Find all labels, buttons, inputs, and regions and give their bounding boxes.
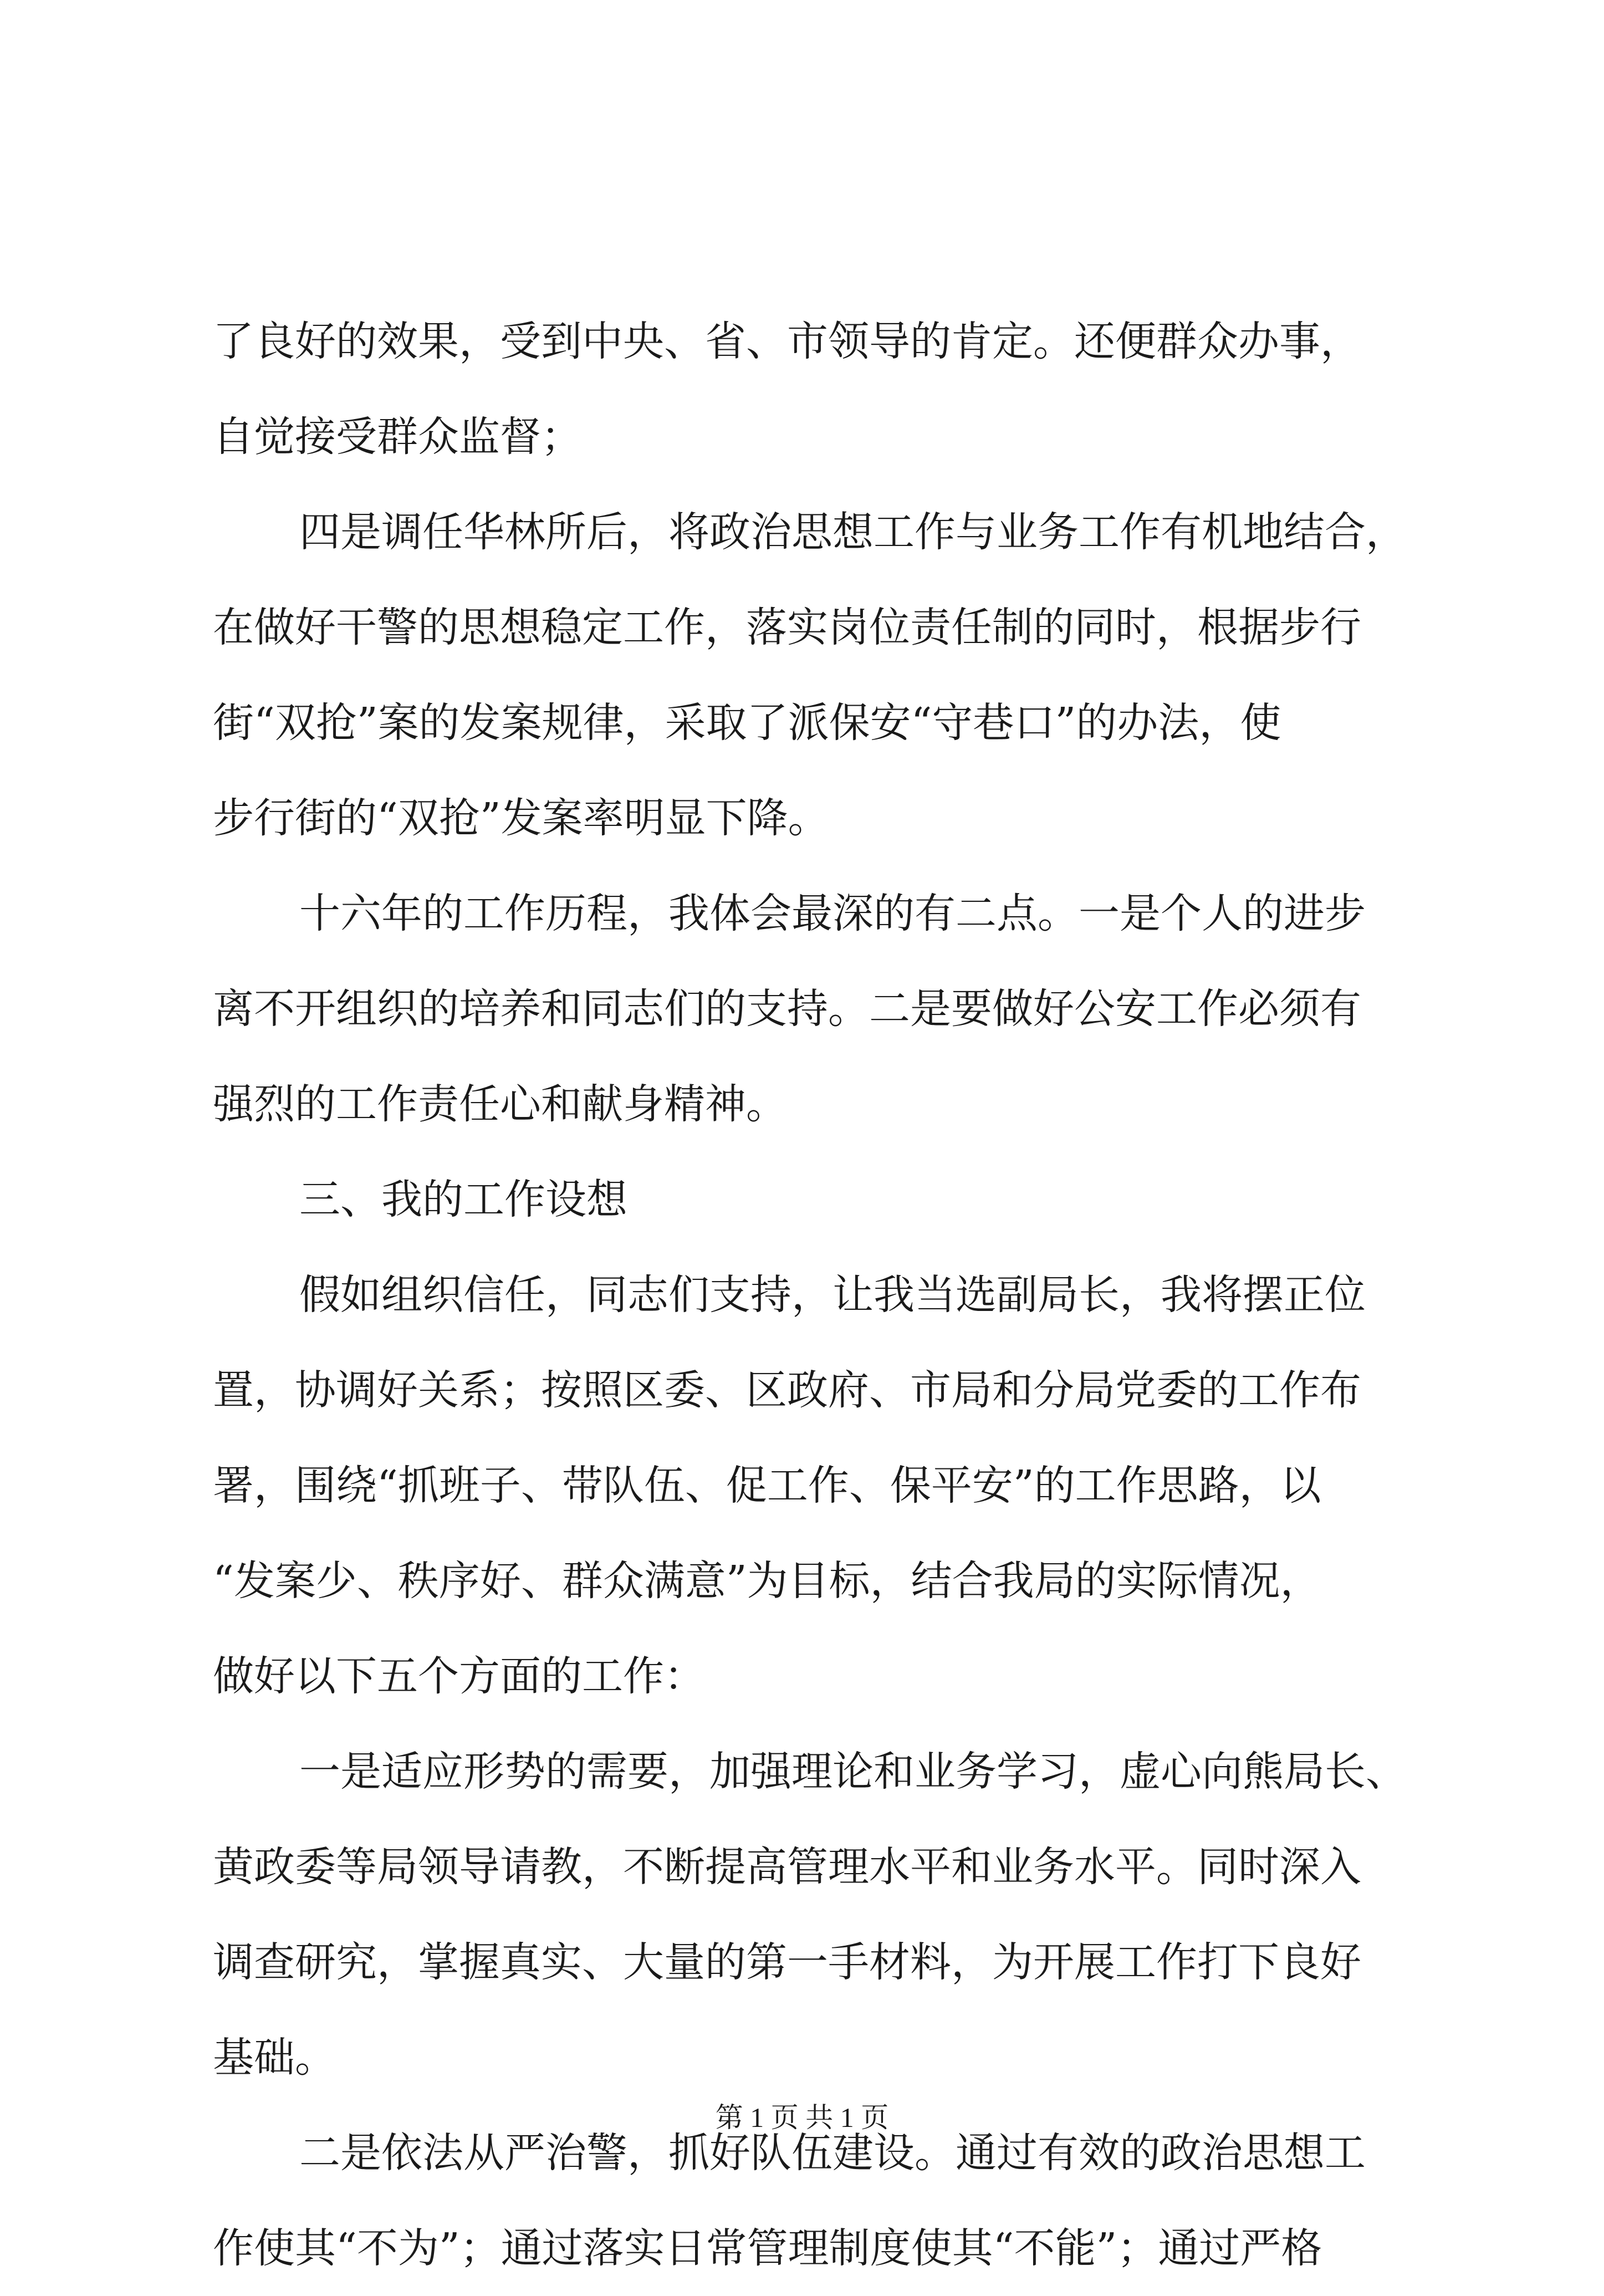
page-footer: 第 1 页 共 1 页 [715,2102,889,2133]
text-line: 作使其“不为”；通过落实日常管理制度使其“不能”；通过严格 [213,2224,1322,2272]
text-line: 基础。 [213,2034,336,2081]
text-line: 强烈的工作责任心和献身精神。 [213,1080,787,1128]
text-line: “发案少、秩序好、群众满意”为目标，结合我局的实际情况， [213,1557,1321,1605]
text-line: 一是适应形势的需要，加强理论和业务学习，虚心向熊局长、 [299,1748,1407,1795]
text-line: 离不开组织的培养和同志们的支持。二是要做好公安工作必须有 [213,985,1361,1033]
text-line: 四是调任华林所后，将政治思想工作与业务工作有机地结合， [299,508,1407,556]
text-line: 在做好干警的思想稳定工作，落实岗位责任制的同时，根据步行 [213,604,1361,651]
text-line: 署，围绕“抓班子、带队伍、促工作、保平安”的工作思路，以 [213,1462,1321,1509]
text-line: 置，协调好关系；按照区委、区政府、市局和分局党委的工作布 [213,1366,1361,1414]
text-line: 了良好的效果，受到中央、省、市领导的肯定。还便群众办事， [213,318,1361,365]
text-line: 自觉接受群众监督； [213,413,582,461]
text-line: 调查研究，掌握真实、大量的第一手材料，为开展工作打下良好 [213,1938,1361,1986]
text-line: 假如组织信任，同志们支持，让我当选副局长，我将摆正位 [299,1271,1366,1319]
text-line: 十六年的工作历程，我体会最深的有二点。一是个人的进步 [299,890,1366,937]
text-line: 黄政委等局领导请教，不断提高管理水平和业务水平。同时深入 [213,1843,1361,1891]
text-line: 街“双抢”案的发案规律，采取了派保安“守巷口”的办法，使 [213,699,1281,747]
text-line: 二是依法从严治警，抓好队伍建设。通过有效的政治思想工 [299,2129,1366,2177]
text-line: 步行街的“双抢”发案率明显下降。 [213,794,829,842]
document-body [213,294,1410,2296]
text-line: 做好以下五个方面的工作： [213,1652,705,1700]
text-line: 三、我的工作设想 [299,1176,627,1223]
